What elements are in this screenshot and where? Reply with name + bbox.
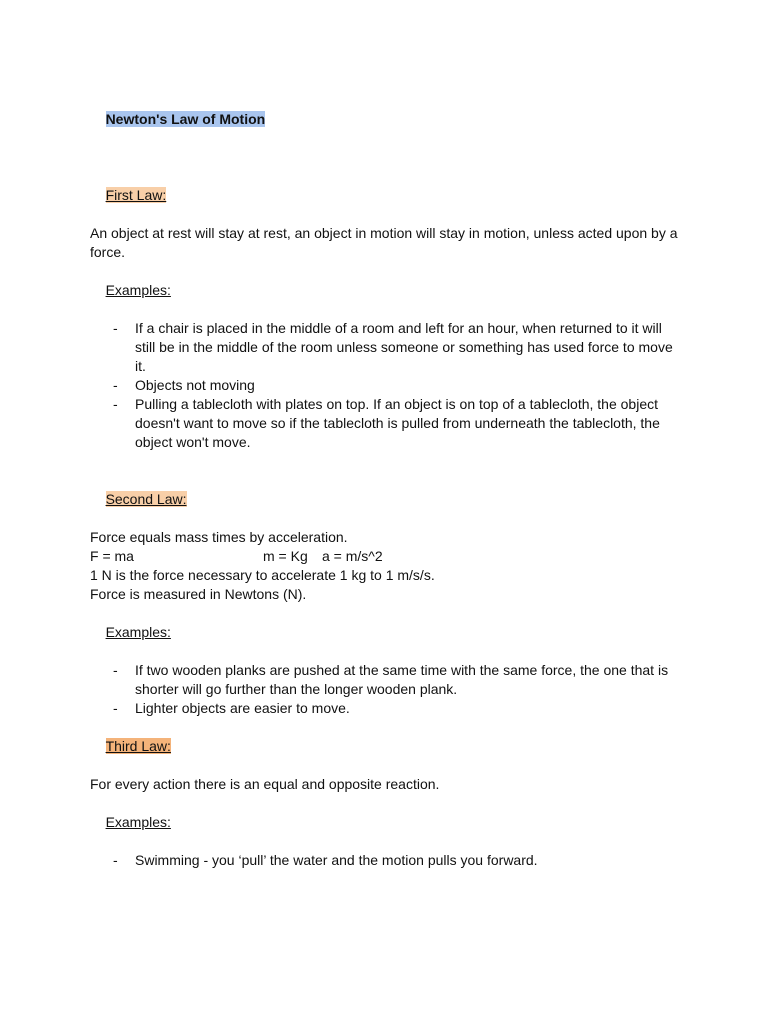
bullet-dash: - (113, 852, 118, 868)
second-law-description: Force equals mass times by acceleration. (90, 529, 348, 545)
example-text: If two wooden planks are pushed at the same time with the same force, the one that is shorter will go further than the longer wooden plank. (135, 662, 669, 697)
list-item (90, 395, 680, 452)
first-law-heading: First Law: (105, 187, 167, 203)
bullet-dash: - (113, 700, 118, 716)
example-text: Lighter objects are easier to move. (135, 700, 350, 716)
example-text: Objects not moving (135, 377, 255, 393)
newton-definition: 1 N is the force necessary to accelerate 1 kg to 1 m/s/s. (90, 567, 435, 583)
first-law-heading-line (90, 167, 680, 224)
third-law-examples-label: Examples: (105, 814, 171, 830)
list-item (90, 699, 680, 718)
bullet-dash: - (113, 320, 118, 336)
units-note: Force is measured in Newtons (N). (90, 586, 307, 602)
first-law-examples-list (90, 319, 680, 452)
list-item (90, 376, 680, 395)
example-text: Swimming - you ‘pull’ the water and the motion pulls you forward. (135, 852, 538, 868)
bullet-dash: - (113, 662, 118, 678)
document-title: Newton's Law of Motion (105, 111, 266, 127)
formula-mass: m = Kg (263, 548, 308, 564)
spacer (90, 452, 680, 471)
list-item (90, 851, 680, 870)
list-item (90, 319, 680, 376)
example-text: If a chair is placed in the middle of a room and left for an hour, when returned to it will still be in the middle of the room unless someone or something has used force to move it. (135, 320, 673, 374)
third-law-heading-line (90, 718, 680, 775)
formula-acceleration: a = m/s^2 (322, 548, 383, 564)
spacer (90, 148, 680, 167)
bullet-dash: - (113, 377, 118, 393)
third-law-examples-label-line (90, 794, 680, 851)
title-line (90, 91, 680, 148)
formula-force: F = ma (90, 548, 134, 564)
third-law-heading: Third Law: (105, 738, 171, 754)
document-body (90, 91, 680, 870)
list-item (90, 661, 680, 699)
second-law-examples-label: Examples: (105, 624, 171, 640)
first-law-examples-label: Examples: (105, 282, 171, 298)
formula-row (90, 547, 680, 566)
third-law-examples-list (90, 851, 680, 870)
second-law-heading-line (90, 471, 680, 528)
bullet-dash: - (113, 396, 118, 412)
first-law-description: An object at rest will stay at rest, an object in motion will stay in motion, unless acted upon by a force. (90, 225, 682, 260)
second-law-examples-label-line (90, 604, 680, 661)
third-law-description: For every action there is an equal and opposite reaction. (90, 776, 440, 792)
example-text: Pulling a tablecloth with plates on top. If an object is on top of a tablecloth, the object doesn't want to move so if the tablecloth is pulled from underneath the tablecloth, the object won't move. (135, 396, 660, 450)
second-law-examples-list (90, 661, 680, 718)
second-law-heading: Second Law: (105, 491, 187, 507)
first-law-examples-label-line (90, 262, 680, 319)
